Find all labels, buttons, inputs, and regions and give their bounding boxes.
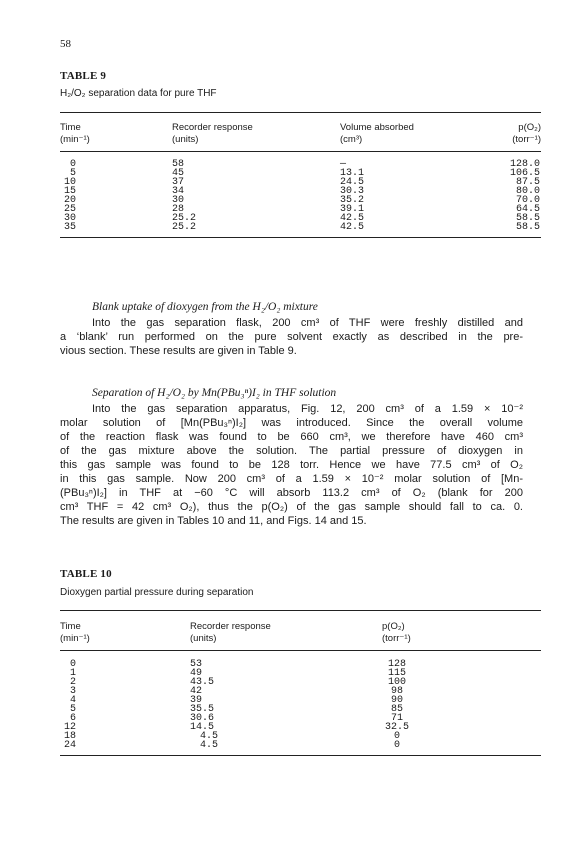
text-line: a ‘blank’ run performed on the pure solvent exactly as described in the pre-	[60, 331, 523, 343]
table-cell: 43.5	[190, 677, 215, 688]
table-cell: 34	[172, 186, 185, 197]
paragraph-blank-uptake	[60, 316, 523, 358]
header-partial-pressure	[382, 621, 411, 645]
header-volume-absorbed	[340, 122, 414, 146]
table-cell: 12	[63, 722, 76, 733]
table-cell: —	[340, 159, 347, 170]
table-cell: 39	[190, 695, 203, 706]
table-cell: 30.6	[190, 713, 215, 724]
table-cell: 53	[190, 659, 203, 670]
table-cell: 42.5	[340, 222, 365, 233]
table-cell: 49	[190, 668, 203, 679]
table-cell: 42.5	[340, 213, 365, 224]
text-line: of the reaction flask was found to be 660 cm³, we therefore have 460 cm³	[60, 431, 523, 443]
table-cell: 80.0	[515, 186, 540, 197]
header-time-label: Time	[60, 122, 81, 133]
header-time-unit: (min⁻¹)	[60, 633, 90, 644]
column-partial-pressure	[480, 160, 540, 232]
header-recorder-response	[190, 621, 271, 645]
table-cell: 25	[63, 204, 76, 215]
table-cell: 35.5	[190, 704, 215, 715]
header-pO2-label: p(O₂)	[518, 122, 541, 133]
column-recorder-response	[172, 160, 196, 232]
table-cell: 87.5	[515, 177, 540, 188]
header-volume-label: Volume absorbed	[340, 122, 414, 133]
table-cell: 70.0	[515, 195, 540, 206]
header-pO2-unit: (torr⁻¹)	[382, 633, 411, 644]
text-line: (PBu₃ⁿ)I₂] in THF at −60 °C will absorb 113.2 cm³ of O₂ (blank for 200	[60, 487, 523, 499]
header-recorder-response	[172, 122, 253, 146]
table-cell: 58.5	[515, 213, 540, 224]
table-cell: 24.5	[340, 177, 365, 188]
section-title: Blank uptake of dioxygen from the H₂/O₂ mixture	[92, 301, 318, 313]
table-cell: 0	[393, 731, 400, 742]
table-cell: 85	[390, 704, 403, 715]
table-cell: 14.5	[190, 722, 215, 733]
header-volume-unit: (cm³)	[340, 134, 363, 145]
text-line: The results are given in Tables 10 and 11, and Figs. 14 and 15.	[60, 515, 367, 527]
table-header-rule	[60, 650, 541, 651]
table-cell: 4	[69, 695, 76, 706]
text-line: cm³ THF = 42 cm³ O₂), thus the p(O₂) of the gas sample should fall to ca. 0.	[60, 501, 523, 513]
table-cell: 30	[63, 213, 76, 224]
column-time	[60, 660, 76, 750]
text-line: vious section. These results are given in Table 9.	[60, 345, 297, 357]
table-cell: 4.5	[199, 731, 218, 742]
table-title: TABLE 9	[60, 70, 107, 82]
table-cell: 90	[390, 695, 403, 706]
table-cell: 24	[63, 740, 76, 751]
header-time-unit: (min⁻¹)	[60, 134, 90, 145]
table-cell: 0	[69, 159, 76, 170]
table-cell: 30.3	[340, 186, 365, 197]
table-top-rule	[60, 610, 541, 611]
table-cell: 30	[172, 195, 185, 206]
header-time-label: Time	[60, 621, 81, 632]
header-partial-pressure	[480, 122, 541, 146]
table-cell: 42	[190, 686, 203, 697]
header-recorder-label: Recorder response	[190, 621, 271, 632]
text-line: of the gas mixture above the solution. The partial pressure of dioxygen in	[60, 445, 523, 457]
table-bottom-rule	[60, 755, 541, 756]
table-cell: 5	[69, 704, 76, 715]
table-cell: 98	[390, 686, 403, 697]
table-cell: 1	[69, 668, 76, 679]
table-cell: 2	[69, 677, 76, 688]
table-cell: 128.0	[509, 159, 540, 170]
table-cell: 0	[393, 740, 400, 751]
table-caption: H₂/O₂ separation data for pure THF	[60, 88, 217, 99]
header-pO2-unit: (torr⁻¹)	[512, 134, 541, 145]
text-line: in this gas sample. Now 200 cm³ of a 1.59 × 10⁻² molar solution of [Mn-	[60, 473, 523, 485]
table-cell: 100	[387, 677, 406, 688]
header-recorder-unit: (units)	[172, 134, 199, 145]
text-line: this gas sample was found to be 128 torr. Hence we have 77.5 cm³ of O₂	[60, 459, 523, 471]
table-cell: 64.5	[515, 204, 540, 215]
header-recorder-unit: (units)	[190, 633, 217, 644]
table-cell: 13.1	[340, 168, 365, 179]
table-title: TABLE 10	[60, 568, 112, 580]
table-cell: 35.2	[340, 195, 365, 206]
header-time	[60, 122, 90, 146]
table-cell: 71	[390, 713, 403, 724]
table-top-rule	[60, 112, 541, 113]
column-time	[60, 160, 76, 232]
table-cell: 5	[69, 168, 76, 179]
table-cell: 18	[63, 731, 76, 742]
section-title: Separation of H₂/O₂ by Mn(PBu₃ⁿ)I₂ in THF solution	[92, 387, 337, 399]
table-cell: 115	[387, 668, 406, 679]
table-bottom-rule	[60, 237, 541, 238]
table-cell: 37	[172, 177, 185, 188]
header-recorder-label: Recorder response	[172, 122, 253, 133]
text-line: Into the gas separation apparatus, Fig. 12, 200 cm³ of a 1.59 × 10⁻²	[92, 403, 523, 415]
table-cell: 106.5	[509, 168, 540, 179]
table-cell: 128	[387, 659, 406, 670]
table-cell: 58.5	[515, 222, 540, 233]
table-cell: 3	[69, 686, 76, 697]
paragraph-separation	[60, 402, 523, 528]
column-volume-absorbed	[340, 160, 364, 232]
table-cell: 39.1	[340, 204, 365, 215]
column-partial-pressure	[382, 660, 412, 750]
column-recorder-response	[190, 660, 220, 750]
table-cell: 20	[63, 195, 76, 206]
text-line: Into the gas separation flask, 200 cm³ of THF were freshly distilled and	[92, 317, 523, 329]
page-number: 58	[60, 38, 71, 50]
table-cell: 4.5	[199, 740, 218, 751]
header-pO2-label: p(O₂)	[382, 621, 405, 632]
table-cell: 10	[63, 177, 76, 188]
table-cell: 0	[69, 659, 76, 670]
table-cell: 25.2	[172, 213, 197, 224]
table-header-rule	[60, 151, 541, 152]
table-cell: 25.2	[172, 222, 197, 233]
table-cell: 28	[172, 204, 185, 215]
table-cell: 6	[69, 713, 76, 724]
table-cell: 45	[172, 168, 185, 179]
table-cell: 35	[63, 222, 76, 233]
header-time	[60, 621, 90, 645]
text-line: molar solution of [Mn(PBu₃ⁿ)I₂] was introduced. Since the overall volume	[60, 417, 523, 429]
table-cell: 32.5	[384, 722, 409, 733]
table-caption: Dioxygen partial pressure during separation	[60, 587, 254, 598]
table-cell: 15	[63, 186, 76, 197]
table-cell: 58	[172, 159, 185, 170]
